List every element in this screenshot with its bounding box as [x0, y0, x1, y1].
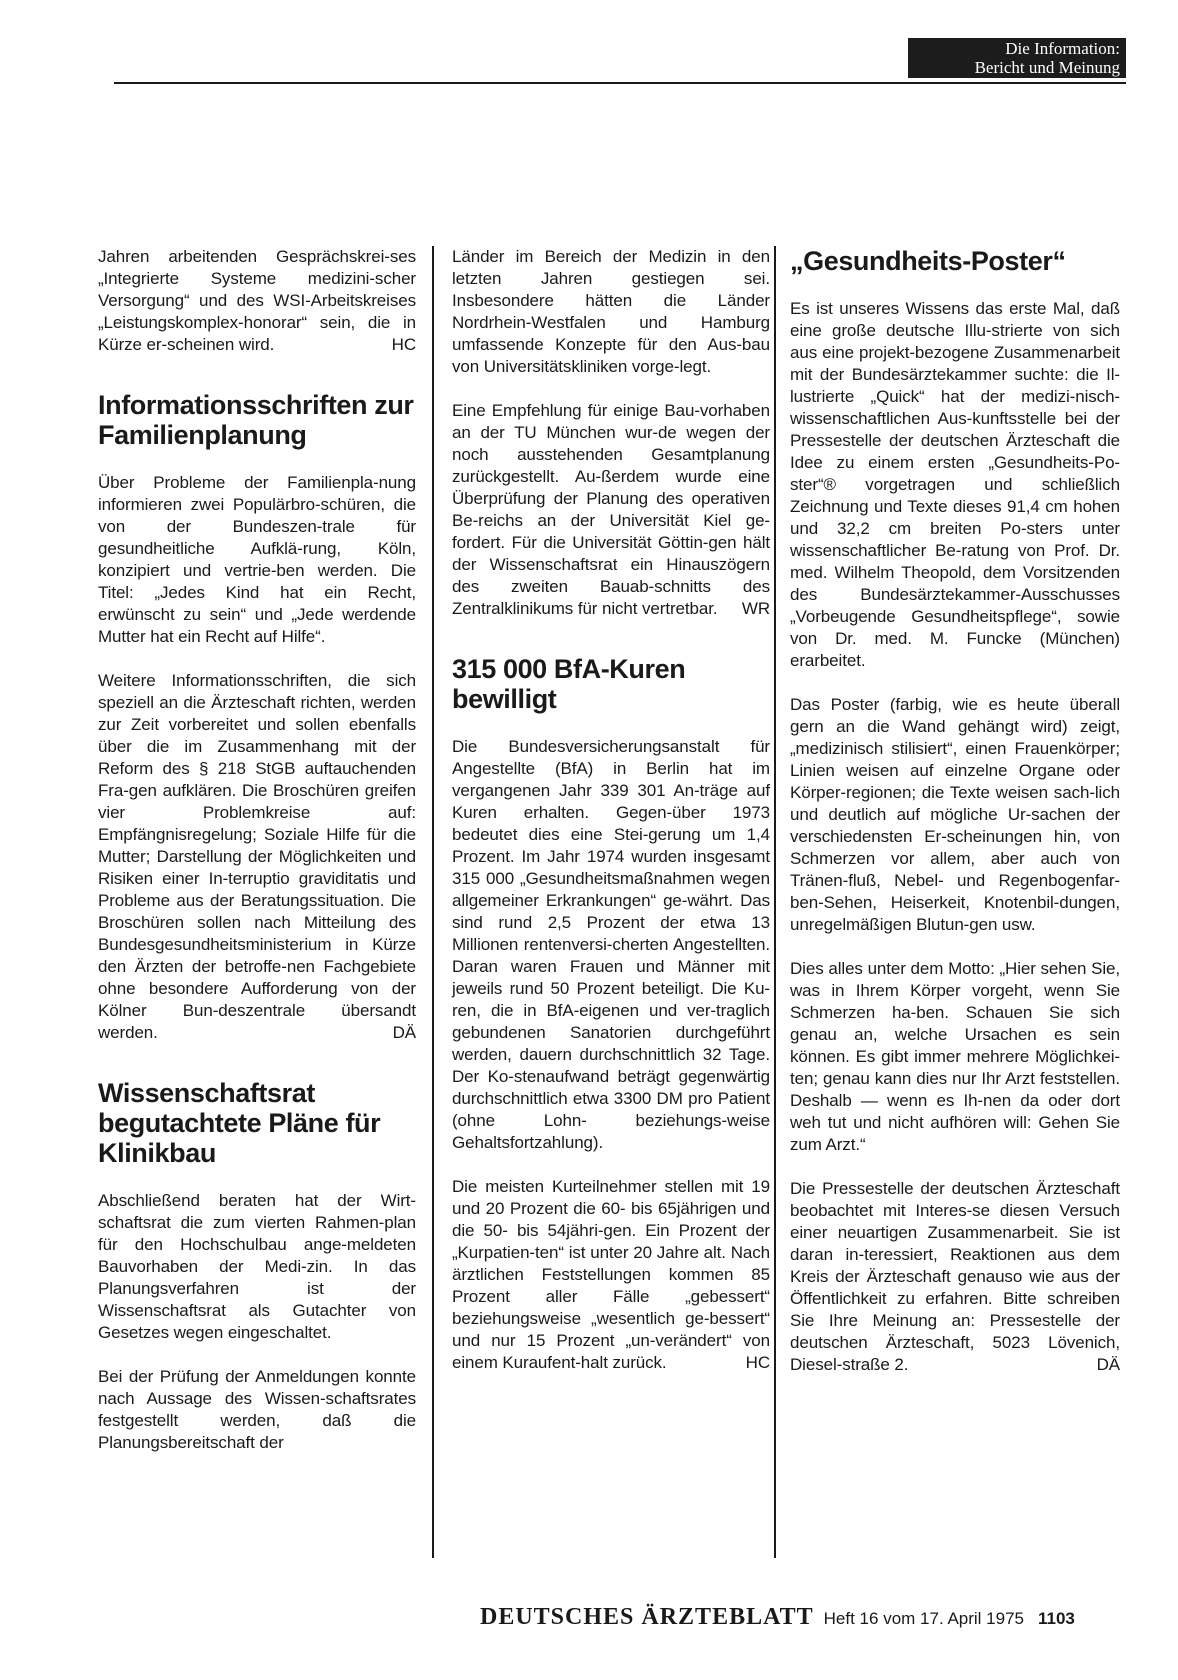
paragraph: Die meisten Kurteilnehmer stellen mit 19 und 20 Prozent die 60- bis 65jährigen und die 50- bis 54jähri-gen. Ein Prozent der „Kurpatien-ten“ ist unter 20 Jahre alt. Nach ärztlichen Feststellungen kommen 85 Prozent aller Fälle „gebessert“ beziehungsweise „wesentlich ge-bessert“ und nur 15 Prozent „un-verändert“ von einem Kuraufent-halt zurück. HC: [452, 1177, 770, 1372]
section-rubric: [908, 38, 1126, 78]
paragraph: Jahren arbeitenden Gesprächskrei-ses „Integrierte Systeme medizini-scher Versorgung“ und des WSI-Arbeitskreises „Leistungskomplex-honorar“ sein, die in Kürze er-scheinen wird. HC: [98, 247, 416, 354]
article-headline: „Gesundheits-Poster“: [790, 246, 1066, 276]
rubric-line-1: Die Information:: [1005, 39, 1120, 58]
author-signature: DÄ: [1096, 1355, 1120, 1374]
column-divider-1: [432, 246, 434, 1558]
header-rule: [114, 82, 1126, 84]
page-number: 1103: [1038, 1609, 1075, 1628]
journal-masthead: DEUTSCHES ÄRZTEBLATT: [480, 1604, 814, 1630]
paragraph: Das Poster (farbig, wie es heute überall gern an die Wand gehängt wird) zeigt, „medizinisch stilisiert“, einen Frauenkörper; Linien weisen auf einzelne Organe oder Körper-regionen; die Texte weisen sach-lich und deutlich auf mögliche Ur-sachen der verschiedensten Er-scheinungen hin, von Schmerzen vor allem, aber auch von Tränen-fluß, Nebel- und Regenbogenfar-ben-Sehen, Heiserkeit, Knotenbil-dungen, unregelmäßigen Blutun-gen usw.: [790, 695, 1120, 934]
paragraph: Über Probleme der Familienpla-nung informieren zwei Populärbro-schüren, die von der Bundeszen-trale für gesundheitliche Aufklä-rung, Köln, konzipiert und vertrie-ben werden. Die Titel: „Jedes Kind hat ein Recht, erwünscht zu sein“ und „Jede werdende Mutter hat ein Recht auf Hilfe“.: [98, 473, 416, 646]
paragraph: Es ist unseres Wissens das erste Mal, daß eine große deutsche Illu-strierte von sich aus eine projekt-bezogene Zusammenarbeit mit der Bundesärztekammer suchte: die Il-lustrierte „Quick“ hat der medizi-nisch-wissenschaftlichen Aus-kunftsstelle bei der Pressestelle der deutschen Ärzteschaft die Idee zu einem ersten „Gesundheits-Po-ster“® vorgetragen und schließlich Zeichnung und Texte dieses 91,4 cm hohen und 32,2 cm breiten Po-sters unter wissenschaftlicher Be-ratung von Prof. Dr. med. Wilhelm Theopold, dem Vorsitzenden des Bundesärztekammer-Ausschusses „Vorbeugende Gesundheitspflege“, sowie von Dr. med. M. Funcke (München) erarbeitet.: [790, 299, 1120, 670]
author-signature: HC: [391, 335, 416, 354]
paragraph: Weitere Informationsschriften, die sich speziell an die Ärzteschaft richten, werden zur Zeit vorbereitet und sollen ebenfalls über die im Zusammenhang mit der Reform des § 218 StGB auftauchenden Fra-gen aufklären. Die Broschüren greifen vier Problemkreise auf: Empfängnisregelung; Soziale Hilfe für die Mutter; Darstellung der Möglichkeiten und Risiken einer In-terruptio graviditatis und Probleme aus der Beratungssituation. Die Broschüren sollen nach Mitteilung des Bundesgesundheitsministerium in Kürze den Ärzten der betroffe-nen Fachgebiete ohne besondere Aufforderung von der Kölner Bun-deszentrale übersandt werden. DÄ: [98, 671, 416, 1042]
article-headline: 315 000 BfA-Kuren bewilligt: [452, 654, 686, 714]
column-2: [452, 246, 770, 1396]
paragraph: Bei der Prüfung der Anmeldungen konnte nach Aussage des Wissen-schaftsrates festgestellt werden, daß die Planungsbereitschaft der: [98, 1367, 416, 1452]
issue-info: Heft 16 vom 17. April 1975: [823, 1609, 1024, 1628]
page-footer: [480, 1604, 1126, 1632]
column-1: [98, 246, 416, 1476]
rubric-line-2: Bericht und Meinung: [974, 58, 1120, 77]
paragraph: Eine Empfehlung für einige Bau-vorhaben an der TU München wur-de wegen der noch ausstehenden Gesamtplanung zurückgestellt. Au-ßerdem wurde eine Überprüfung der Planung des operativen Be-reichs an der Universität Kiel ge-fordert. Für die Universität Göttin-gen hält der Wissenschaftsrat ein Hinauszögern des zweiten Bauab-schnitts des Zentralklinikums für nicht vertretbar. WR: [452, 401, 770, 618]
article-headline: Wissenschaftsrat begutachtete Pläne für Klinikbau: [98, 1078, 381, 1168]
author-signature: WR: [741, 599, 770, 618]
paragraph: Die Pressestelle der deutschen Ärzteschaft beobachtet mit Interes-se diesen Versuch einer neuartigen Zusammenarbeit. Sie ist daran in-teressiert, Reaktionen aus dem Kreis der Ärzteschaft genauso wie aus der Öffentlichkeit zu erfahren. Bitte schreiben Sie Ihre Meinung an: Pressestelle der deutschen Ärzteschaft, 5023 Lövenich, Diesel-straße 2. DÄ: [790, 1179, 1120, 1374]
paragraph: Die Bundesversicherungsanstalt für Angestellte (BfA) in Berlin hat im vergangenen Jahr 339 301 An-träge auf Kuren erhalten. Gegen-über 1973 bedeutet dies eine Stei-gerung um 1,4 Prozent. Im Jahr 1974 wurden insgesamt 315 000 „Gesundheitsmaßnahmen wegen allgemeiner Erkrankungen“ ge-währt. Das sind rund 2,5 Prozent der etwa 13 Millionen rentenversi-cherten Angestellten. Daran waren Frauen und Männer mit jeweils rund 50 Prozent beteiligt. Die Ku-ren, die in BfA-eigenen und ver-traglich gebundenen Sanatorien durchgeführt werden, dauern durchschnittlich 32 Tage. Der Ko-stenaufwand beträgt gegenwärtig durchschnittlich etwa 3300 DM pro Patient (ohne Lohn- beziehungs-weise Gehaltsfortzahlung).: [452, 737, 770, 1152]
column-3: [790, 246, 1120, 1398]
paragraph: Länder im Bereich der Medizin in den letzten Jahren gestiegen sei. Insbesondere hätten die Länder Nordrhein-Westfalen und Hamburg umfassende Konzepte für den Aus-bau von Universitätskliniken vorge-legt.: [452, 247, 770, 376]
article-headline: Informationsschriften zur Familienplanung: [98, 390, 414, 450]
paragraph: Dies alles unter dem Motto: „Hier sehen Sie, was in Ihrem Körper vorgeht, wenn Sie Schmerzen ha-ben. Schauen Sie sich genau an, welche Ursachen es sein können. Es gibt immer mehrere Möglichkei-ten; genau kann dies nur Ihr Arzt feststellen. Deshalb — wenn es Ih-nen da oder dort weh tut und nicht aufhören will: Gehen Sie zum Arzt.“: [790, 959, 1120, 1154]
column-divider-2: [774, 246, 776, 1558]
author-signature: DÄ: [392, 1023, 416, 1042]
author-signature: HC: [745, 1353, 770, 1372]
paragraph: Abschließend beraten hat der Wirt-schaftsrat die zum vierten Rahmen-plan für den Hochschulbau ange-meldeten Bauvorhaben der Medi-zin. In das Planungsverfahren ist der Wissenschaftsrat als Gutachter von Gesetzes wegen eingeschaltet.: [98, 1191, 416, 1342]
